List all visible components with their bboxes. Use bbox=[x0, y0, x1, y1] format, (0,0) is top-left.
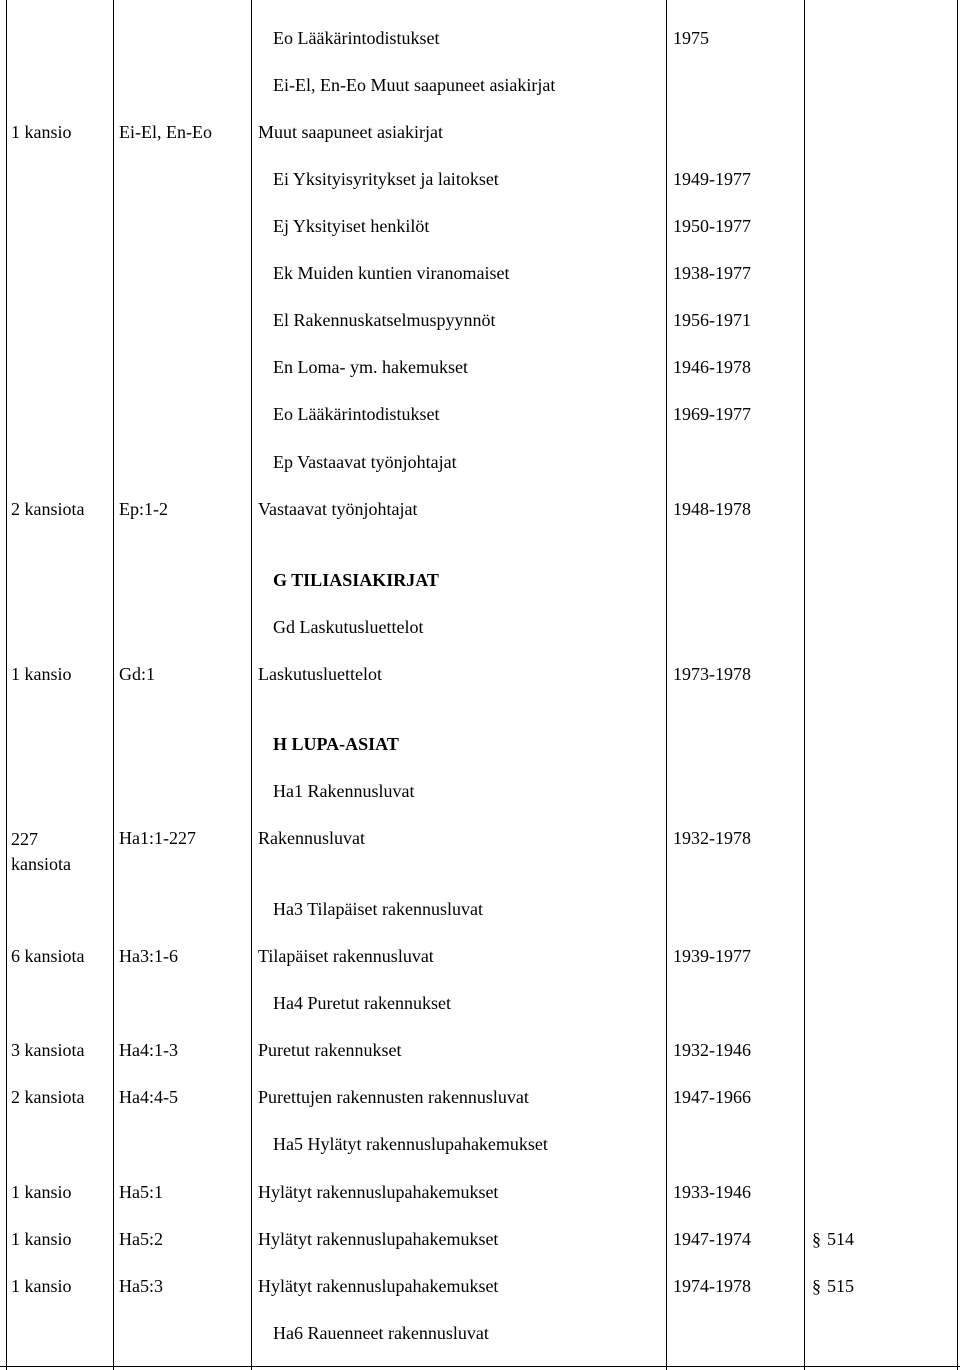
series-subheading: Eo Lääkärintodistukset bbox=[273, 28, 440, 48]
years-cell: 1969-1977 bbox=[673, 404, 751, 424]
years-cell: 1947-1974 bbox=[673, 1229, 751, 1249]
title-cell: Hylätyt rakennuslupahakemukset bbox=[258, 1229, 499, 1249]
reference-cell bbox=[812, 1228, 854, 1250]
years-cell: 1946-1978 bbox=[673, 357, 751, 377]
quantity-cell: 1 kansio bbox=[11, 1276, 72, 1296]
quantity-cell: 1 kansio bbox=[11, 1229, 72, 1249]
title-cell: Vastaavat työnjohtajat bbox=[258, 499, 418, 519]
title-cell: Laskutusluettelot bbox=[258, 664, 382, 684]
signum-cell: Ha5:1 bbox=[119, 1182, 163, 1202]
years-cell: 1948-1978 bbox=[673, 499, 751, 519]
column-divider-4 bbox=[804, 0, 805, 1370]
years-cell: 1956-1971 bbox=[673, 310, 751, 330]
quantity-cell: 1 kansio bbox=[11, 122, 72, 142]
series-subheading: Ha6 Rauenneet rakennusluvat bbox=[273, 1323, 489, 1343]
years-cell: 1933-1946 bbox=[673, 1182, 751, 1202]
section-sign: § bbox=[812, 1276, 821, 1296]
signum-cell: Ha1:1-227 bbox=[119, 828, 196, 848]
title-cell: Purettujen rakennusten rakennusluvat bbox=[258, 1087, 529, 1107]
years-cell: 1938-1977 bbox=[673, 263, 751, 283]
series-subheading: Eo Lääkärintodistukset bbox=[273, 404, 440, 424]
signum-cell: Gd:1 bbox=[119, 664, 155, 684]
series-subheading: Ha3 Tilapäiset rakennusluvat bbox=[273, 899, 483, 919]
quantity-cell: 1 kansio bbox=[11, 1182, 72, 1202]
table-border-right bbox=[957, 0, 958, 1370]
quantity-cell: 3 kansiota bbox=[11, 1040, 85, 1060]
section-heading: H LUPA-ASIAT bbox=[273, 734, 399, 754]
title-cell: Rakennusluvat bbox=[258, 828, 365, 848]
title-cell: Muut saapuneet asiakirjat bbox=[258, 122, 443, 142]
table-border-bottom bbox=[0, 1366, 960, 1367]
years-cell: 1939-1977 bbox=[673, 946, 751, 966]
column-divider-2 bbox=[251, 0, 252, 1370]
years-cell: 1932-1946 bbox=[673, 1040, 751, 1060]
series-subheading: Ei Yksityisyritykset ja laitokset bbox=[273, 169, 499, 189]
series-subheading: Ha4 Puretut rakennukset bbox=[273, 993, 451, 1013]
title-cell: Puretut rakennukset bbox=[258, 1040, 402, 1060]
series-subheading: Ej Yksityiset henkilöt bbox=[273, 216, 430, 236]
column-divider-1 bbox=[113, 0, 114, 1370]
section-sign: § bbox=[812, 1229, 821, 1249]
reference-cell bbox=[812, 1275, 854, 1297]
years-cell: 1975 bbox=[673, 28, 709, 48]
series-subheading: Gd Laskutusluettelot bbox=[273, 617, 424, 637]
quantity-cell: 2 kansiota bbox=[11, 499, 85, 519]
years-cell: 1974-1978 bbox=[673, 1276, 751, 1296]
years-cell: 1950-1977 bbox=[673, 216, 751, 236]
section-heading: G TILIASIAKIRJAT bbox=[273, 570, 439, 590]
title-cell: Hylätyt rakennuslupahakemukset bbox=[258, 1276, 499, 1296]
years-cell: 1949-1977 bbox=[673, 169, 751, 189]
series-subheading: Ek Muiden kuntien viranomaiset bbox=[273, 263, 510, 283]
series-subheading: En Loma- ym. hakemukset bbox=[273, 357, 468, 377]
signum-cell: Ei-El, En-Eo bbox=[119, 122, 212, 142]
reference-number: 515 bbox=[827, 1276, 854, 1296]
quantity-cell: 1 kansio bbox=[11, 664, 72, 684]
years-cell: 1947-1966 bbox=[673, 1087, 751, 1107]
signum-cell: Ha5:2 bbox=[119, 1229, 163, 1249]
quantity-cell: 6 kansiota bbox=[11, 946, 85, 966]
signum-cell: Ha4:1-3 bbox=[119, 1040, 178, 1060]
series-subheading: Ha1 Rakennusluvat bbox=[273, 781, 415, 801]
series-subheading: Ha5 Hylätyt rakennuslupahakemukset bbox=[273, 1134, 548, 1154]
quantity-cell: 227 kansiota bbox=[11, 829, 71, 874]
series-subheading: Ei-El, En-Eo Muut saapuneet asiakirjat bbox=[273, 75, 556, 95]
column-divider-3 bbox=[666, 0, 667, 1370]
title-cell: Tilapäiset rakennusluvat bbox=[258, 946, 434, 966]
signum-cell: Ha5:3 bbox=[119, 1276, 163, 1296]
table-border-left bbox=[6, 0, 7, 1370]
signum-cell: Ha4:4-5 bbox=[119, 1087, 178, 1107]
years-cell: 1932-1978 bbox=[673, 828, 751, 848]
series-subheading: El Rakennuskatselmuspyynnöt bbox=[273, 310, 496, 330]
reference-number: 514 bbox=[827, 1229, 854, 1249]
series-subheading: Ep Vastaavat työnjohtajat bbox=[273, 452, 457, 472]
signum-cell: Ha3:1-6 bbox=[119, 946, 178, 966]
title-cell: Hylätyt rakennuslupahakemukset bbox=[258, 1182, 499, 1202]
signum-cell: Ep:1-2 bbox=[119, 499, 168, 519]
years-cell: 1973-1978 bbox=[673, 664, 751, 684]
quantity-cell: 2 kansiota bbox=[11, 1087, 85, 1107]
